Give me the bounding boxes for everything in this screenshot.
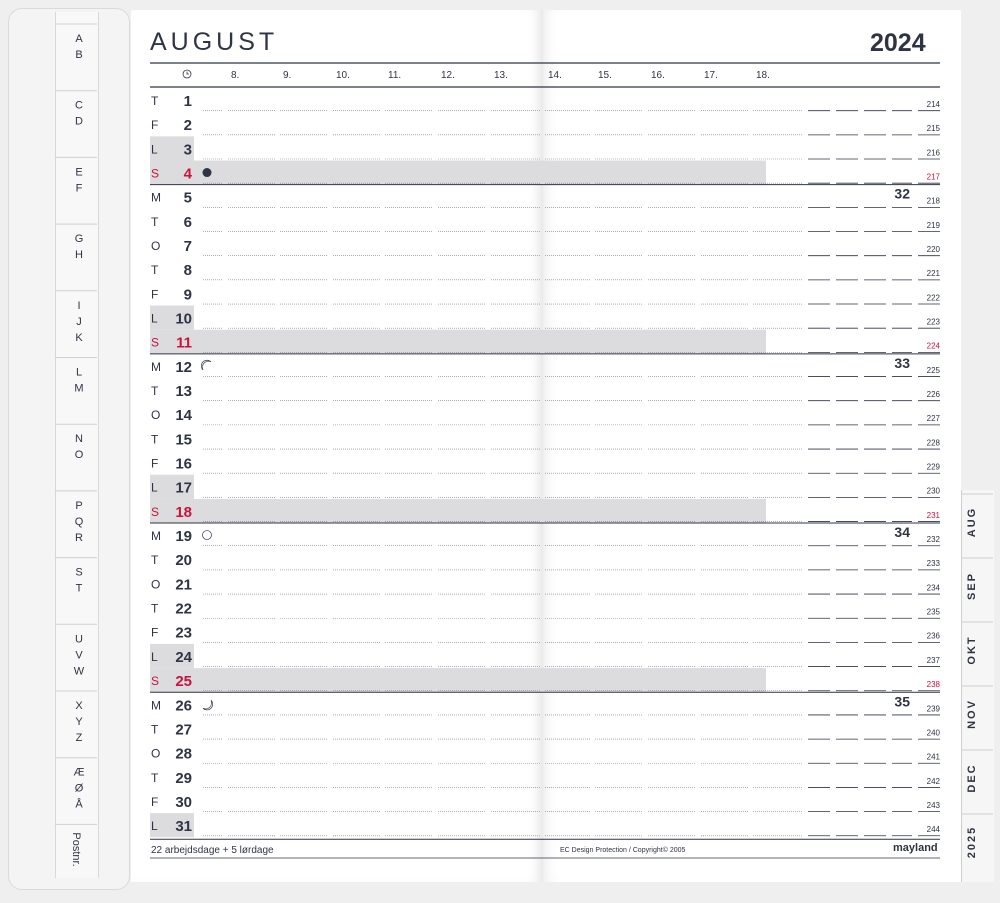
day-of-year: 238	[926, 680, 940, 690]
alphabet-tab-letter: M	[74, 382, 84, 395]
day-number: 11	[176, 334, 192, 352]
alphabet-tab-letter: U	[75, 633, 83, 646]
alphabet-tab-letter: W	[73, 665, 85, 678]
day-of-year: 224	[926, 341, 940, 351]
weekday-letter: S	[151, 674, 160, 689]
day-of-year: 215	[926, 124, 940, 134]
day-of-year: 232	[926, 535, 940, 545]
alphabet-tab-letter: Æ	[73, 766, 85, 779]
day-of-year: 226	[926, 390, 940, 400]
brand-logo: mayland	[893, 842, 938, 854]
day-number: 2	[183, 117, 192, 135]
month-tab-nov: NOV	[966, 699, 978, 729]
alphabet-tab-letter: I	[77, 299, 81, 312]
sunday-shade	[150, 499, 766, 523]
day-number: 9	[183, 286, 192, 304]
clock-hands-icon	[187, 72, 189, 75]
day-of-year: 244	[926, 825, 940, 835]
day-number: 16	[175, 455, 192, 473]
day-number: 24	[175, 648, 192, 666]
week-number: 34	[894, 524, 910, 541]
day-of-year: 234	[926, 583, 940, 593]
hour-label-14: 14.	[548, 70, 562, 81]
day-of-year: 228	[926, 438, 940, 448]
day-of-year: 214	[926, 100, 940, 109]
new-moon-icon	[203, 168, 212, 177]
day-of-year: 216	[926, 148, 940, 158]
alphabet-tab-letter: H	[75, 249, 83, 262]
alphabet-tab-letter: R	[75, 531, 83, 544]
alphabet-tab-letter: B	[75, 49, 83, 61]
day-number: 22	[175, 600, 192, 618]
day-number: 28	[175, 745, 192, 763]
day-number: 21	[175, 576, 192, 594]
day-number: 7	[183, 238, 192, 256]
day-of-year: 220	[926, 245, 940, 255]
alphabet-tab-letter: P	[75, 499, 83, 512]
full-moon-icon	[203, 531, 212, 540]
last-quarter-moon-icon	[203, 700, 213, 710]
weekday-letter: T	[151, 553, 159, 568]
weekday-letter: M	[151, 529, 161, 544]
alphabet-tab-letter: O	[74, 449, 84, 462]
hour-label-8: 8.	[231, 70, 240, 81]
day-of-year: 217	[926, 172, 940, 182]
alphabet-tab-letter: N	[75, 433, 83, 446]
weekday-letter: T	[151, 384, 159, 399]
weekday-letter: M	[151, 698, 161, 713]
alphabet-tab-letter: T	[75, 582, 83, 595]
day-number: 12	[175, 358, 192, 376]
day-number: 8	[183, 262, 192, 280]
weekday-letter: F	[151, 456, 159, 471]
sunday-shade	[150, 161, 766, 185]
weekday-letter: F	[151, 794, 159, 809]
weekday-letter: S	[151, 166, 160, 181]
hour-label-13: 13.	[494, 70, 508, 81]
alphabet-tab-letter: C	[75, 99, 83, 112]
sunday-shade	[150, 668, 766, 692]
day-of-year: 227	[926, 414, 940, 424]
month-tab-sep: SEP	[966, 571, 978, 601]
weekday-letter: L	[151, 649, 158, 664]
weekday-letter: T	[151, 770, 159, 785]
day-number: 26	[175, 697, 192, 715]
alphabet-tab-letter: S	[75, 566, 83, 579]
month-tab-aug: AUG	[966, 506, 978, 538]
hour-label-9: 9.	[283, 70, 292, 81]
alphabet-tab-letter: X	[75, 700, 83, 712]
alphabet-tab-letter: Ø	[74, 782, 84, 795]
alphabet-tab-label: Postnr.	[70, 832, 82, 867]
day-of-year: 219	[926, 220, 940, 230]
alphabet-tab-letter: V	[75, 649, 83, 662]
weekday-letter: O	[151, 239, 161, 254]
hour-label-11: 11.	[388, 70, 402, 81]
year-title: 2024	[870, 29, 926, 57]
weekday-letter: T	[151, 601, 159, 616]
alphabet-tab-letter: Y	[75, 716, 83, 728]
footer-copyright: EC Design Protection / Copyright© 2005	[560, 847, 686, 854]
day-of-year: 230	[926, 486, 940, 496]
hour-label-10: 10.	[336, 70, 350, 81]
day-number: 5	[183, 189, 192, 207]
alphabet-tab-letter: J	[76, 315, 82, 328]
alphabet-tab-letter: Å	[75, 798, 83, 811]
alphabet-tab-letter: E	[75, 166, 83, 179]
week-number: 35	[894, 693, 910, 710]
weekday-letter: L	[151, 480, 158, 495]
weekday-letter: F	[151, 287, 159, 302]
day-number: 17	[175, 479, 192, 497]
day-of-year: 218	[926, 196, 940, 206]
day-number: 20	[175, 552, 192, 570]
day-number: 23	[175, 624, 192, 642]
day-of-year: 242	[926, 776, 940, 786]
day-of-year: 235	[926, 607, 940, 617]
month-tab-2025: 2025	[966, 825, 978, 859]
weekday-letter: F	[151, 118, 159, 133]
sunday-shade	[150, 330, 766, 354]
weekday-letter: O	[151, 746, 161, 761]
day-of-year: 240	[926, 728, 940, 738]
weekday-letter: L	[151, 311, 158, 326]
alphabet-tab-letter: A	[75, 33, 83, 45]
alphabet-tab-letter: K	[75, 331, 83, 344]
day-number: 15	[175, 431, 192, 449]
hour-label-18: 18.	[756, 70, 770, 81]
weekday-letter: S	[151, 335, 160, 350]
hour-label-15: 15.	[598, 70, 612, 81]
day-number: 4	[183, 165, 192, 183]
alphabet-tab-letter: Z	[75, 732, 83, 744]
weekday-letter: O	[151, 577, 161, 592]
weekday-letter: S	[151, 504, 160, 519]
month-tab-okt: OKT	[966, 635, 978, 665]
week-number: 32	[894, 185, 910, 202]
hour-label-17: 17.	[704, 70, 718, 81]
hour-label-16: 16.	[651, 70, 665, 81]
day-number: 18	[175, 503, 192, 521]
day-of-year: 239	[926, 704, 940, 714]
day-number: 10	[175, 310, 192, 328]
weekday-letter: T	[151, 722, 159, 737]
day-of-year: 225	[926, 365, 940, 375]
alphabet-tab-letter: D	[75, 115, 83, 128]
day-number: 30	[175, 793, 192, 811]
weekday-letter: M	[151, 190, 161, 205]
day-number: 27	[175, 721, 192, 739]
day-number: 1	[183, 93, 192, 110]
weekday-letter: F	[151, 625, 159, 640]
weekday-letter: L	[151, 819, 158, 834]
weekday-letter: T	[151, 432, 159, 447]
hour-label-12: 12.	[441, 70, 455, 81]
day-number: 19	[175, 528, 192, 546]
day-of-year: 243	[926, 800, 940, 810]
month-title: AUGUST	[150, 28, 279, 56]
weekday-letter: O	[151, 408, 161, 423]
day-number: 3	[183, 141, 192, 159]
alphabet-tab-letter: L	[75, 366, 83, 379]
day-number: 6	[183, 213, 192, 231]
day-number: 25	[175, 673, 192, 691]
month-tab-dec: DEC	[966, 763, 978, 793]
day-of-year: 229	[926, 462, 940, 472]
day-of-year: 231	[926, 510, 940, 520]
weekday-letter: L	[151, 142, 158, 157]
day-of-year: 233	[926, 559, 940, 569]
day-of-year: 241	[926, 752, 940, 762]
alphabet-tab-letter: G	[74, 233, 84, 246]
day-of-year: 221	[926, 269, 940, 279]
day-number: 29	[175, 769, 192, 787]
day-of-year: 237	[926, 655, 940, 665]
day-number: 13	[175, 383, 192, 401]
alphabet-tab-letter: Q	[74, 515, 84, 528]
first-quarter-moon-icon	[201, 360, 211, 370]
weekday-letter: T	[151, 214, 159, 229]
day-of-year: 223	[926, 317, 940, 327]
alphabet-tab-letter: F	[75, 182, 83, 195]
day-number: 31	[175, 818, 192, 836]
footer-workdays: 22 arbejdsdage + 5 lørdage	[151, 845, 274, 856]
weekday-letter: M	[151, 359, 161, 374]
weekday-letter: T	[151, 263, 159, 278]
weekday-letter: T	[151, 94, 159, 108]
week-number: 33	[894, 354, 910, 371]
day-of-year: 222	[926, 293, 940, 303]
day-number: 14	[175, 407, 192, 425]
day-of-year: 236	[926, 631, 940, 641]
